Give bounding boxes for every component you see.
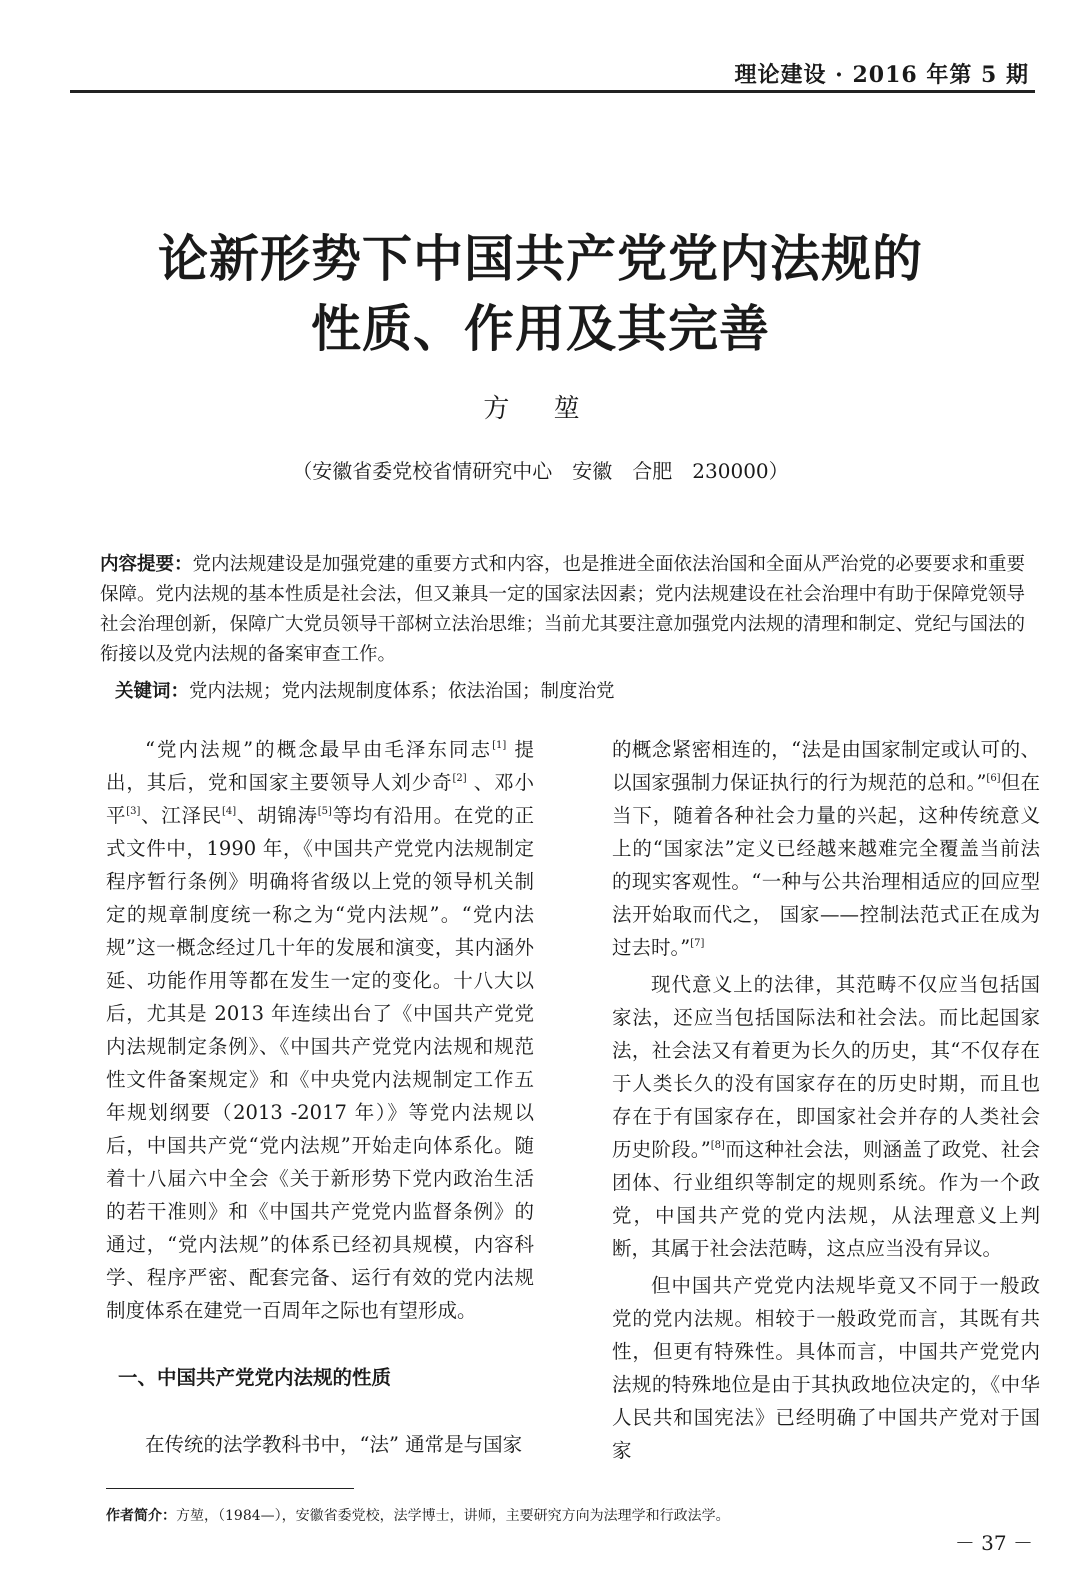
page-number: － 37 －: [954, 1531, 1033, 1555]
text-run: 、江泽民: [140, 804, 222, 827]
footnote-label: 作者简介：: [106, 1508, 176, 1524]
author-name: 方 堃: [483, 394, 598, 424]
text-run: 、邓小平: [106, 771, 534, 827]
citation: [3]: [126, 806, 141, 817]
text-run: “党内法规”的概念最早由毛泽东同志: [145, 738, 493, 761]
abstract: [100, 550, 1031, 670]
body-column-right: [612, 733, 1040, 1467]
paragraph: [106, 733, 534, 1327]
footnote-rule: [106, 1488, 354, 1489]
paragraph: 但中国共产党党内法规毕竟又不同于一般政党的党内法规。相较于一般政党而言，其既有共性，但更有特殊性。具体而言，中国共产党党内法规的特殊地位是由于其执政地位决定的，《中华人民共和国宪法》已经明确了中国共产党对于国家: [612, 1274, 1040, 1462]
header-rule: [70, 90, 1035, 93]
citation: [5]: [317, 806, 332, 817]
keywords-text: 党内法规；党内法规制度体系；依法治国；制度治党: [189, 681, 615, 702]
keywords: [115, 677, 1031, 703]
citation: [1]: [492, 740, 507, 751]
body-column-left: [106, 733, 534, 1461]
text-run: 等均有沿用。在党的正式文件中，1990 年，《中国共产党党内法规制定程序暂行条例》明确将省级以上党的领导机关制定的规章制度统一称之为“党内法规”。“党内法规”这一概念经过几十年的发展和演变，其内涵外延、功能作用等都在发生一定的变化。十八大以后，尤其是 2013 年连续出台了《中国共产党党内法规制定条例》、《中国共产党党内法规和规范性文件备案规定》和《中央党内法规制定工作五年规划纲要（2013 -2017 年）》等党内法规以后，中国共产党“党内法规”开始走向体系化。随着十八届六中全会《关于新形势下党内政治生活的若干准则》和《中国共产党党内监督条例》的通过，“党内法规”的体系已经初具规模，内容科学、程序严密、配套完备、运行有效的党内法规制度体系在建党一百周年之际也有望形成。: [106, 804, 534, 1322]
abstract-label: 内容提要：: [100, 554, 193, 575]
title-line-2: 性质、作用及其完善: [311, 300, 770, 358]
text-run: 的概念紧密相连的，“法是由国家制定或认可的、以国家强制力保证执行的行为规范的总和。”: [612, 738, 1040, 794]
section-heading: 一、中国共产党党内法规的性质: [118, 1366, 392, 1389]
paragraph: [612, 733, 1040, 964]
abstract-text: 党内法规建设是加强党建的重要方式和内容，也是推进全面依法治国和全面从严治党的必要要求和重要保障。党内法规的基本性质是社会法，但又兼具一定的国家法因素；党内法规建设在社会治理中有助于保障党领导社会治理创新，保障广大党员领导干部树立法治思维；当前尤其要注意加强党内法规的清理和制定、党纪与国法的衔接以及党内法规的备案审查工作。: [100, 554, 1026, 665]
article-title: [60, 224, 1021, 364]
author-affiliation: （安徽省委党校省情研究中心 安徽 合肥 230000）: [292, 459, 789, 483]
paragraph: 在传统的法学教科书中，“法” 通常是与国家: [145, 1433, 523, 1456]
text-run: 而这种社会法，则涵盖了政党、社会团体、行业组织等制定的规则系统。作为一个政党，中国共产党的党内法规，从法理意义上判断，其属于社会法范畴，这点应当没有异议。: [612, 1138, 1040, 1260]
citation: [4]: [221, 806, 237, 817]
paragraph: [612, 968, 1040, 1265]
running-head: 理论建设 · 2016 年第 5 期: [734, 62, 1029, 88]
citation: [8]: [710, 1140, 725, 1151]
citation: [2]: [452, 773, 467, 784]
footnote-text: 方堃，（1984—），安徽省委党校，法学博士，讲师，主要研究方向为法理学和行政法学。: [176, 1508, 730, 1524]
keywords-label: 关键词：: [115, 681, 190, 702]
citation: [6]: [986, 773, 1001, 784]
text-run: 现代意义上的法律，其范畴不仅应当包括国家法，还应当包括国际法和社会法。而比起国家法，社会法又有着更为长久的历史，其“不仅存在于人类长久的没有国家存在的历史时期，而且也存在于有国家存在，即国家社会并存的人类社会历史阶段。”: [612, 973, 1040, 1161]
text-run: 但在当下，随着各种社会力量的兴起，这种传统意义上的“国家法”定义已经越来越难完全覆盖当前法的现实客观性。“一种与公共治理相适应的回应型法开始取而代之， 国家——控制法范式正在成为过去时。”: [612, 771, 1040, 959]
text-run: 、胡锦涛: [236, 804, 318, 827]
citation: [7]: [690, 938, 705, 949]
title-line-1: 论新形势下中国共产党党内法规的: [158, 230, 923, 288]
author-footnote: [106, 1505, 730, 1525]
text-run: 提出，其后，党和国家主要领导人刘少奇: [106, 738, 534, 794]
